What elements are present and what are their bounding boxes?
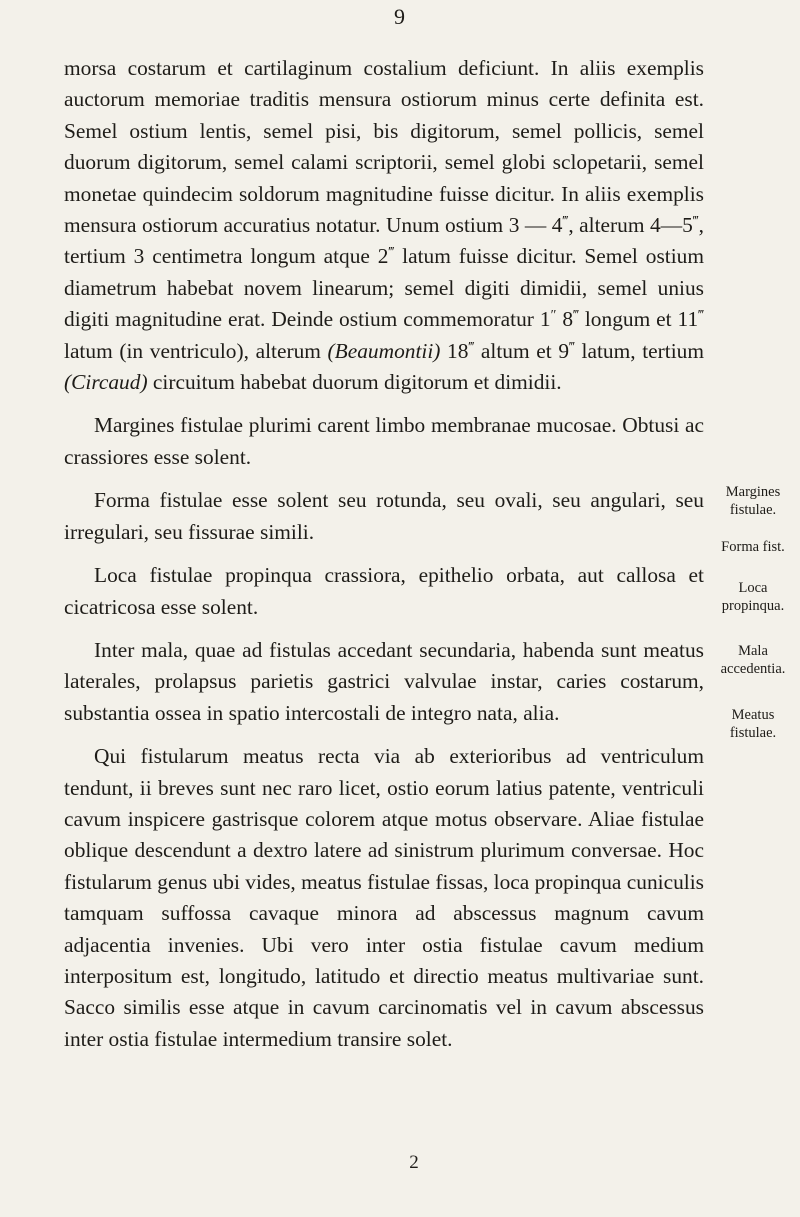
line-mark: ‴ [388,245,395,261]
text-run: longum et 11 [578,307,699,332]
line-mark: ‴ [569,339,575,355]
line-mark: ‴ [692,214,699,230]
paragraph-loca: Loca fistulae propinqua crassiora, epithelio orbata, aut callosa et cicatricosa esse solent. [64,563,704,619]
margin-note-forma [710,538,796,556]
line-mark: ‴ [698,308,704,324]
margin-note-margines [710,483,796,519]
text-run: 8 [556,307,574,332]
margin-note-line: Mala [738,643,768,659]
text-run: , alterum 4—5 [568,213,693,238]
margin-note-line: fistulae. [729,502,777,518]
text-run: , tertium 3 centimetra longum atque 2 [64,213,704,269]
text-run: altum et 9 [474,338,570,363]
margin-note-line: fistulae. [729,725,777,741]
margin-note-loca [710,579,796,615]
text-run: latum fuisse dicitur. Semel ostium diametrum habebat novem linearum; semel digiti dimidii, semel unius digiti magnitudine erat. Deinde ostium commemoratur 1 [64,244,704,332]
text-run: latum (in ventriculo), alterum [64,338,328,363]
paragraph-meatus: Qui fistularum meatus recta via ab exterioribus ad ventriculum tendunt, ii breves sunt nec raro licet, ostio eorum latius patente, ventriculi cavum inspicere gastrisque colorem atque motus observare. Aliae fistulae oblique descendunt a dextro latere ad sinistrum plurimum conversae. Hoc fistularum genus ubi vides, meatus fistulae fissas, loca propinqua cuniculis tamquam suffossa cavaque minora ad abscessus magnum cavum adjacentia invenies. Ubi vero inter ostia fistulae cavum medium interpositum est, longitudo, latitudo et directio meatus multivariae sunt. Sacco similis esse atque in cavum carcinomatis vel in cavum abscessus inter ostia fistulae intermedium transire solet. [64,744,704,1051]
margin-note-line: Meatus [731,707,775,723]
text-run: 18 [440,338,469,363]
margin-note-mala [710,642,796,678]
paragraph-forma: Forma fistulae esse solent seu rotunda, seu ovali, seu angulari, seu irregulari, seu fissurae simili. [64,488,704,544]
margin-note-line: accedentia. [720,661,786,677]
margin-note-line: Forma fist. [721,539,785,555]
paragraph-margines: Margines fistulae plurimi carent limbo membranae mucosae. Obtusi ac crassiores esse solent. [64,413,704,469]
text-run: latum, tertium [574,338,704,363]
author-citation-beaumont: (Beaumontii) [327,338,441,363]
page-number: 9 [394,4,406,29]
margin-note-meatus [710,706,796,742]
text-run: circuitum habebat duorum digitorum et dimidii. [147,370,562,395]
margin-note-line: propinqua. [721,598,785,614]
margin-note-line: Margines [725,484,781,500]
inch-mark: ″ [550,308,557,324]
line-mark: ‴ [573,308,579,324]
text-run: morsa costarum et cartilaginum costalium deficiunt. In aliis exemplis auctorum memoriae traditis mensura ostiorum minus certe definita est. Semel ostium lentis, semel pisi, bis digitorum, semel pollicis, semel duorum digitorum, semel calami scriptorii, semel globi sclopetarii, semel monetae quindecim soldorum magnitudine fuisse dicitur. In aliis exemplis mensura ostiorum accuratius notatur. Unum ostium 3 — 4 [64,56,704,238]
author-citation-circaud: (Circaud) [64,370,148,395]
line-mark: ‴ [562,214,569,230]
margin-note-line: Loca [738,580,768,596]
paragraph-ostium-measurements [64,53,704,398]
signature-mark: 2 [409,1152,419,1173]
paragraph-mala: Inter mala, quae ad fistulas accedant secundaria, habenda sunt meatus laterales, prolapsus parietis gastrici valvulae instar, caries costarum, substantia ossea in spatio intercostali de integro nata, alia. [64,637,704,725]
line-mark: ‴ [468,339,475,355]
main-text-column [64,53,704,1055]
